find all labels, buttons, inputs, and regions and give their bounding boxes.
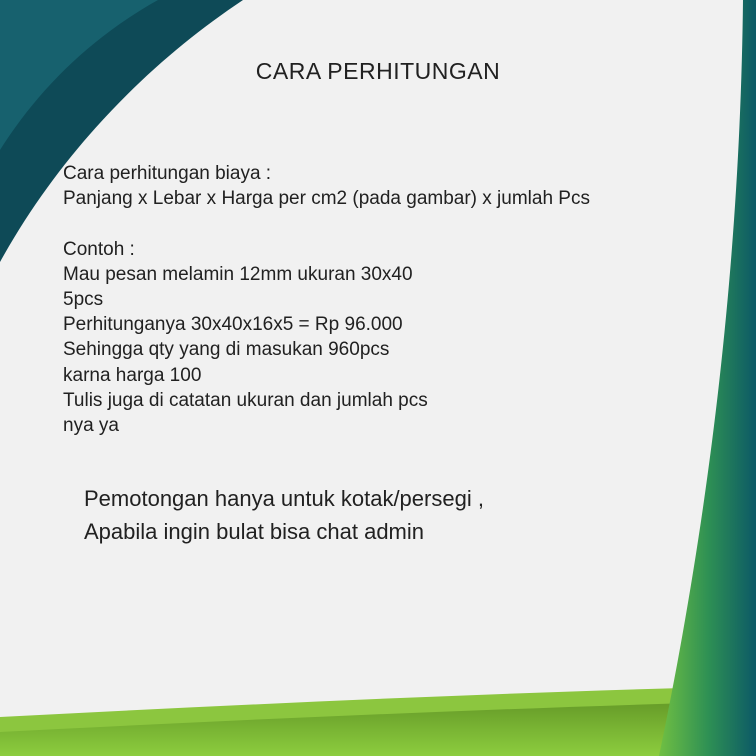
body-line: Perhitunganya 30x40x16x5 = Rp 96.000 (63, 314, 403, 336)
body-line: Mau pesan melamin 12mm ukuran 30x40 (63, 263, 413, 285)
note-text (84, 482, 704, 548)
body-line: Sehingga qty yang di masukan 960pcs (63, 339, 390, 361)
body-line: Tulis juga di catatan ukuran dan jumlah pcs (63, 389, 428, 411)
body-line: karna harga 100 (63, 364, 202, 386)
body-line: Panjang x Lebar x Harga per cm2 (pada gambar) x jumlah Pcs (63, 188, 590, 210)
body-line: Contoh : (63, 238, 135, 260)
note-line: Pemotongan hanya untuk kotak/persegi , (84, 486, 484, 511)
body-line: Cara perhitungan biaya : (63, 163, 272, 184)
note-line: Apabila ingin bulat bisa chat admin (84, 519, 425, 544)
body-line: nya ya (63, 415, 119, 437)
body-text (63, 161, 713, 438)
slide-title: CARA PERHITUNGAN (255, 58, 501, 84)
body-line: 5pcs (63, 289, 104, 310)
